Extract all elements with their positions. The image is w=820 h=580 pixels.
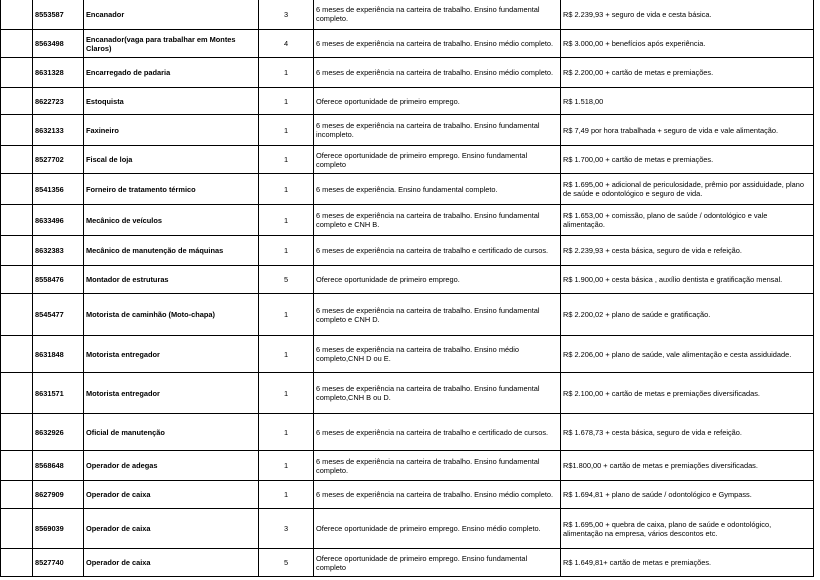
- occupation-cell: Faxineiro: [84, 115, 259, 146]
- table-row: [1, 88, 814, 115]
- job-code-cell: 8558476: [33, 266, 84, 294]
- occupation-cell: Motorista entregador: [84, 336, 259, 373]
- vacancy-count-cell: 1: [259, 373, 314, 414]
- requirements-cell: 6 meses de experiência. Ensino fundamental completo.: [314, 174, 561, 205]
- salary-benefits-cell: R$ 1.649,81+ cartão de metas e premiações.: [561, 549, 814, 577]
- salary-benefits-cell: R$ 2.239,93 + seguro de vida e cesta básica.: [561, 0, 814, 30]
- salary-benefits-cell: R$ 1.695,00 + adicional de periculosidade, prêmio por assiduidade, plano de saúde e odontológico e seguro de vida.: [561, 174, 814, 205]
- job-code-cell: 8622723: [33, 88, 84, 115]
- occupation-cell: Estoquista: [84, 88, 259, 115]
- table-row: [1, 115, 814, 146]
- job-code-cell: 8631848: [33, 336, 84, 373]
- salary-benefits-cell: R$ 2.206,00 + plano de saúde, vale alimentação e cesta assiduidade.: [561, 336, 814, 373]
- vacancy-count-cell: 1: [259, 451, 314, 481]
- requirements-cell: 6 meses de experiência na carteira de trabalho. Ensino médio completo.: [314, 58, 561, 88]
- requirements-cell: Oferece oportunidade de primeiro emprego.: [314, 266, 561, 294]
- vacancy-count-cell: 1: [259, 88, 314, 115]
- requirements-cell: 6 meses de experiência na carteira de trabalho. Ensino fundamental completo.: [314, 451, 561, 481]
- blank-cell: [1, 174, 33, 205]
- job-code-cell: 8527702: [33, 146, 84, 174]
- vacancy-count-cell: 3: [259, 509, 314, 549]
- vacancy-count-cell: 1: [259, 481, 314, 509]
- occupation-cell: Encarregado de padaria: [84, 58, 259, 88]
- table-row: [1, 336, 814, 373]
- job-code-cell: 8631328: [33, 58, 84, 88]
- vacancy-count-cell: 3: [259, 0, 314, 30]
- vacancy-count-cell: 1: [259, 205, 314, 236]
- blank-cell: [1, 414, 33, 451]
- blank-cell: [1, 451, 33, 481]
- salary-benefits-cell: R$ 2.200,00 + cartão de metas e premiações.: [561, 58, 814, 88]
- requirements-cell: 6 meses de experiência na carteira de trabalho. Ensino médio completo.: [314, 30, 561, 58]
- job-code-cell: 8632383: [33, 236, 84, 266]
- vacancy-count-cell: 1: [259, 294, 314, 336]
- blank-cell: [1, 549, 33, 577]
- blank-cell: [1, 266, 33, 294]
- requirements-cell: 6 meses de experiência na carteira de trabalho. Ensino médio completo,CNH D ou E.: [314, 336, 561, 373]
- table-row: [1, 266, 814, 294]
- vacancy-count-cell: 5: [259, 549, 314, 577]
- salary-benefits-cell: R$ 1.694,81 + plano de saúde / odontológico e Gympass.: [561, 481, 814, 509]
- salary-benefits-cell: R$ 7,49 por hora trabalhada + seguro de vida e vale alimentação.: [561, 115, 814, 146]
- occupation-cell: Motorista de caminhão (Moto-chapa): [84, 294, 259, 336]
- blank-cell: [1, 58, 33, 88]
- table-row: [1, 30, 814, 58]
- requirements-cell: Oferece oportunidade de primeiro emprego. Ensino fundamental completo: [314, 146, 561, 174]
- vacancy-count-cell: 1: [259, 236, 314, 266]
- vacancy-count-cell: 1: [259, 146, 314, 174]
- vacancy-count-cell: 1: [259, 414, 314, 451]
- salary-benefits-cell: R$ 1.518,00: [561, 88, 814, 115]
- occupation-cell: Mecânico de manutenção de máquinas: [84, 236, 259, 266]
- blank-cell: [1, 88, 33, 115]
- requirements-cell: Oferece oportunidade de primeiro emprego.: [314, 88, 561, 115]
- blank-cell: [1, 30, 33, 58]
- occupation-cell: Motorista entregador: [84, 373, 259, 414]
- blank-cell: [1, 509, 33, 549]
- job-code-cell: 8545477: [33, 294, 84, 336]
- table-row: [1, 205, 814, 236]
- salary-benefits-cell: R$ 2.100,00 + cartão de metas e premiações diversificadas.: [561, 373, 814, 414]
- salary-benefits-cell: R$ 3.000,00 + benefícios após experiência.: [561, 30, 814, 58]
- job-code-cell: 8569039: [33, 509, 84, 549]
- blank-cell: [1, 373, 33, 414]
- table-row: [1, 373, 814, 414]
- requirements-cell: 6 meses de experiência na carteira de trabalho e certificado de cursos.: [314, 236, 561, 266]
- occupation-cell: Forneiro de tratamento térmico: [84, 174, 259, 205]
- occupation-cell: Fiscal de loja: [84, 146, 259, 174]
- occupation-cell: Operador de caixa: [84, 481, 259, 509]
- job-code-cell: 8527740: [33, 549, 84, 577]
- blank-cell: [1, 336, 33, 373]
- job-code-cell: 8563498: [33, 30, 84, 58]
- table-row: [1, 414, 814, 451]
- job-code-cell: 8568648: [33, 451, 84, 481]
- job-code-cell: 8631571: [33, 373, 84, 414]
- blank-cell: [1, 146, 33, 174]
- occupation-cell: Encanador: [84, 0, 259, 30]
- table-row: [1, 58, 814, 88]
- table-row: [1, 549, 814, 577]
- vacancy-count-cell: 1: [259, 336, 314, 373]
- salary-benefits-cell: R$ 1.700,00 + cartão de metas e premiações.: [561, 146, 814, 174]
- table-row: [1, 294, 814, 336]
- salary-benefits-cell: R$ 1.678,73 + cesta básica, seguro de vida e refeição.: [561, 414, 814, 451]
- occupation-cell: Operador de caixa: [84, 549, 259, 577]
- salary-benefits-cell: R$1.800,00 + cartão de metas e premiações diversificadas.: [561, 451, 814, 481]
- job-code-cell: 8541356: [33, 174, 84, 205]
- blank-cell: [1, 481, 33, 509]
- table-row: [1, 236, 814, 266]
- occupation-cell: Mecânico de veículos: [84, 205, 259, 236]
- job-code-cell: 8632133: [33, 115, 84, 146]
- requirements-cell: 6 meses de experiência na carteira de trabalho. Ensino fundamental completo e CNH D.: [314, 294, 561, 336]
- requirements-cell: Oferece oportunidade de primeiro emprego. Ensino fundamental completo: [314, 549, 561, 577]
- requirements-cell: 6 meses de experiência na carteira de trabalho. Ensino fundamental completo,CNH B ou D.: [314, 373, 561, 414]
- salary-benefits-cell: R$ 2.200,02 + plano de saúde e gratificação.: [561, 294, 814, 336]
- table-row: [1, 174, 814, 205]
- occupation-cell: Operador de caixa: [84, 509, 259, 549]
- job-code-cell: 8633496: [33, 205, 84, 236]
- salary-benefits-cell: R$ 2.239,93 + cesta básica, seguro de vida e refeição.: [561, 236, 814, 266]
- blank-cell: [1, 294, 33, 336]
- requirements-cell: 6 meses de experiência na carteira de trabalho. Ensino fundamental incompleto.: [314, 115, 561, 146]
- vacancy-count-cell: 4: [259, 30, 314, 58]
- requirements-cell: Oferece oportunidade de primeiro emprego. Ensino médio completo.: [314, 509, 561, 549]
- vacancy-count-cell: 5: [259, 266, 314, 294]
- requirements-cell: 6 meses de experiência na carteira de trabalho. Ensino fundamental completo e CNH B.: [314, 205, 561, 236]
- job-code-cell: 8553587: [33, 0, 84, 30]
- table-row: [1, 481, 814, 509]
- vacancy-count-cell: 1: [259, 174, 314, 205]
- table-row: [1, 146, 814, 174]
- table-row: [1, 451, 814, 481]
- occupation-cell: Operador de adegas: [84, 451, 259, 481]
- salary-benefits-cell: R$ 1.695,00 + quebra de caixa, plano de saúde e odontológico, alimentação na empresa, vários descontos etc.: [561, 509, 814, 549]
- salary-benefits-cell: R$ 1.653,00 + comissão, plano de saúde / odontológico e vale alimentação.: [561, 205, 814, 236]
- table-row: [1, 509, 814, 549]
- blank-cell: [1, 0, 33, 30]
- blank-cell: [1, 236, 33, 266]
- requirements-cell: 6 meses de experiência na carteira de trabalho e certificado de cursos.: [314, 414, 561, 451]
- table-row: [1, 0, 814, 30]
- table-body: [1, 0, 814, 577]
- requirements-cell: 6 meses de experiência na carteira de trabalho. Ensino médio completo.: [314, 481, 561, 509]
- job-code-cell: 8627909: [33, 481, 84, 509]
- salary-benefits-cell: R$ 1.900,00 + cesta básica , auxílio dentista e gratificação mensal.: [561, 266, 814, 294]
- job-code-cell: 8632926: [33, 414, 84, 451]
- blank-cell: [1, 205, 33, 236]
- blank-cell: [1, 115, 33, 146]
- vacancy-count-cell: 1: [259, 115, 314, 146]
- occupation-cell: Encanador(vaga para trabalhar em Montes Claros): [84, 30, 259, 58]
- requirements-cell: 6 meses de experiência na carteira de trabalho. Ensino fundamental completo.: [314, 0, 561, 30]
- occupation-cell: Oficial de manutenção: [84, 414, 259, 451]
- occupation-cell: Montador de estruturas: [84, 266, 259, 294]
- vacancy-count-cell: 1: [259, 58, 314, 88]
